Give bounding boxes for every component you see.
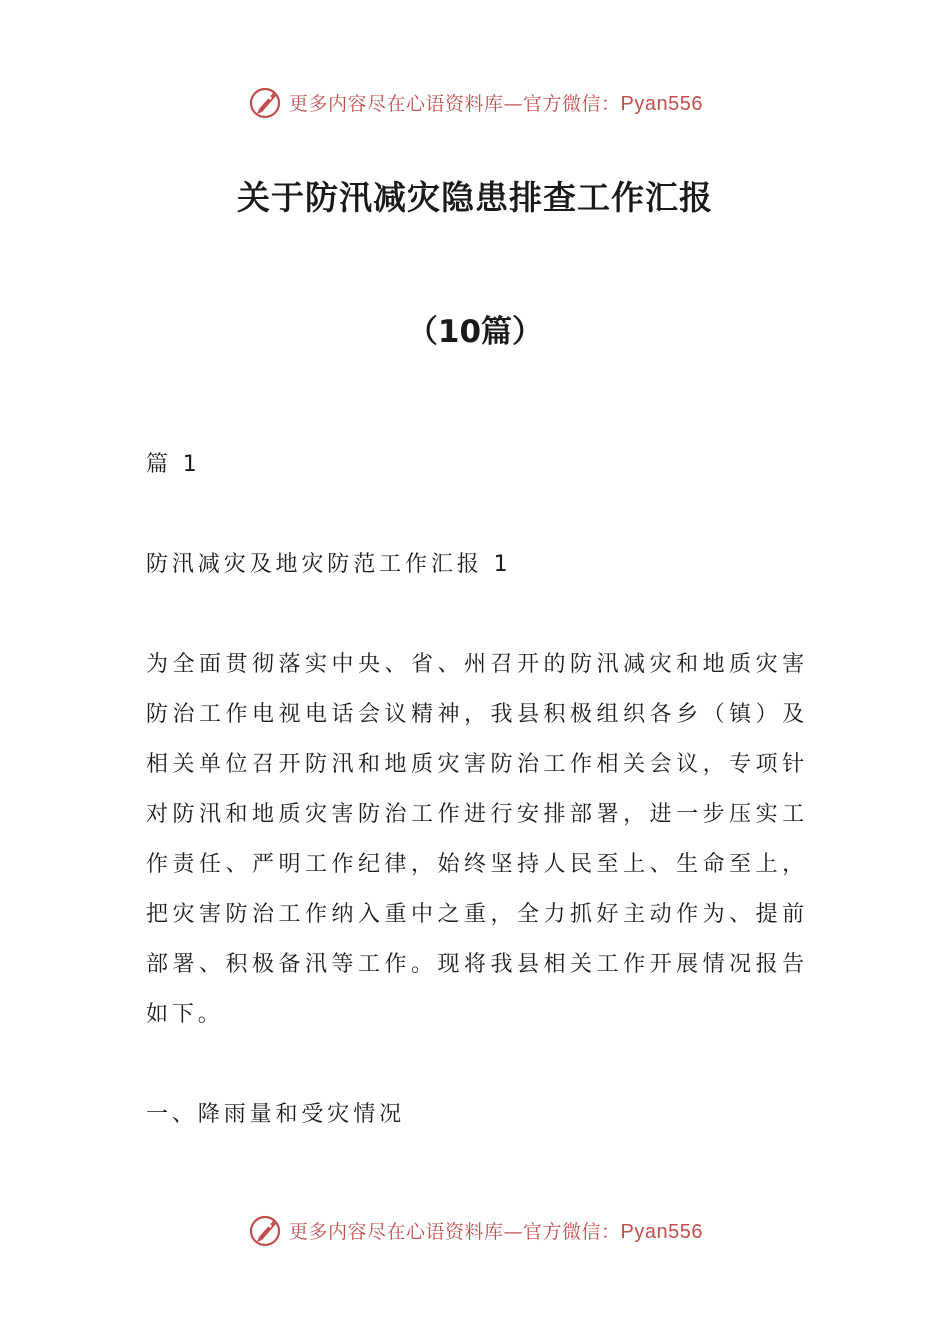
watermark-text: 更多内容尽在心语资料库—官方微信：Pyan556 — [289, 92, 703, 115]
watermark-wechat-id: Pyan556 — [620, 1220, 703, 1243]
document-subtitle: （10篇） — [406, 314, 544, 350]
document-title: 关于防汛减灾隐患排查工作汇报 — [237, 178, 713, 217]
watermark-text: 更多内容尽在心语资料库—官方微信：Pyan556 — [289, 1220, 703, 1243]
report-title: 防汛减灾及地灾防范工作汇报 1 — [146, 552, 512, 577]
body-paragraph: 为全面贯彻落实中央、省、州召开的防汛减灾和地质灾害防治工作电视电话会议精神，我县积极组织各乡（镇）及相关单位召开防汛和地质灾害防治工作相关会议，专项针对防汛和地质灾害防治工作进行安排部署，进一步压实工作责任、严明工作纪律，始终坚持人民至上、生命至上，把灾害防治工作纳入重中之重，全力抓好主动作为、提前部署、积极备汛等工作。现将我县相关工作开展情况报告如下。 — [146, 652, 808, 1027]
header-watermark — [0, 80, 950, 124]
pen-nib-circle-icon — [247, 83, 285, 121]
section-heading: 一、降雨量和受灾情况 — [146, 1102, 406, 1127]
pen-nib-circle-icon — [247, 1211, 285, 1249]
document-body — [146, 440, 808, 1140]
watermark-wechat-id: Pyan556 — [620, 92, 703, 115]
section-label: 篇 1 — [146, 452, 201, 477]
footer-watermark — [0, 1208, 950, 1252]
